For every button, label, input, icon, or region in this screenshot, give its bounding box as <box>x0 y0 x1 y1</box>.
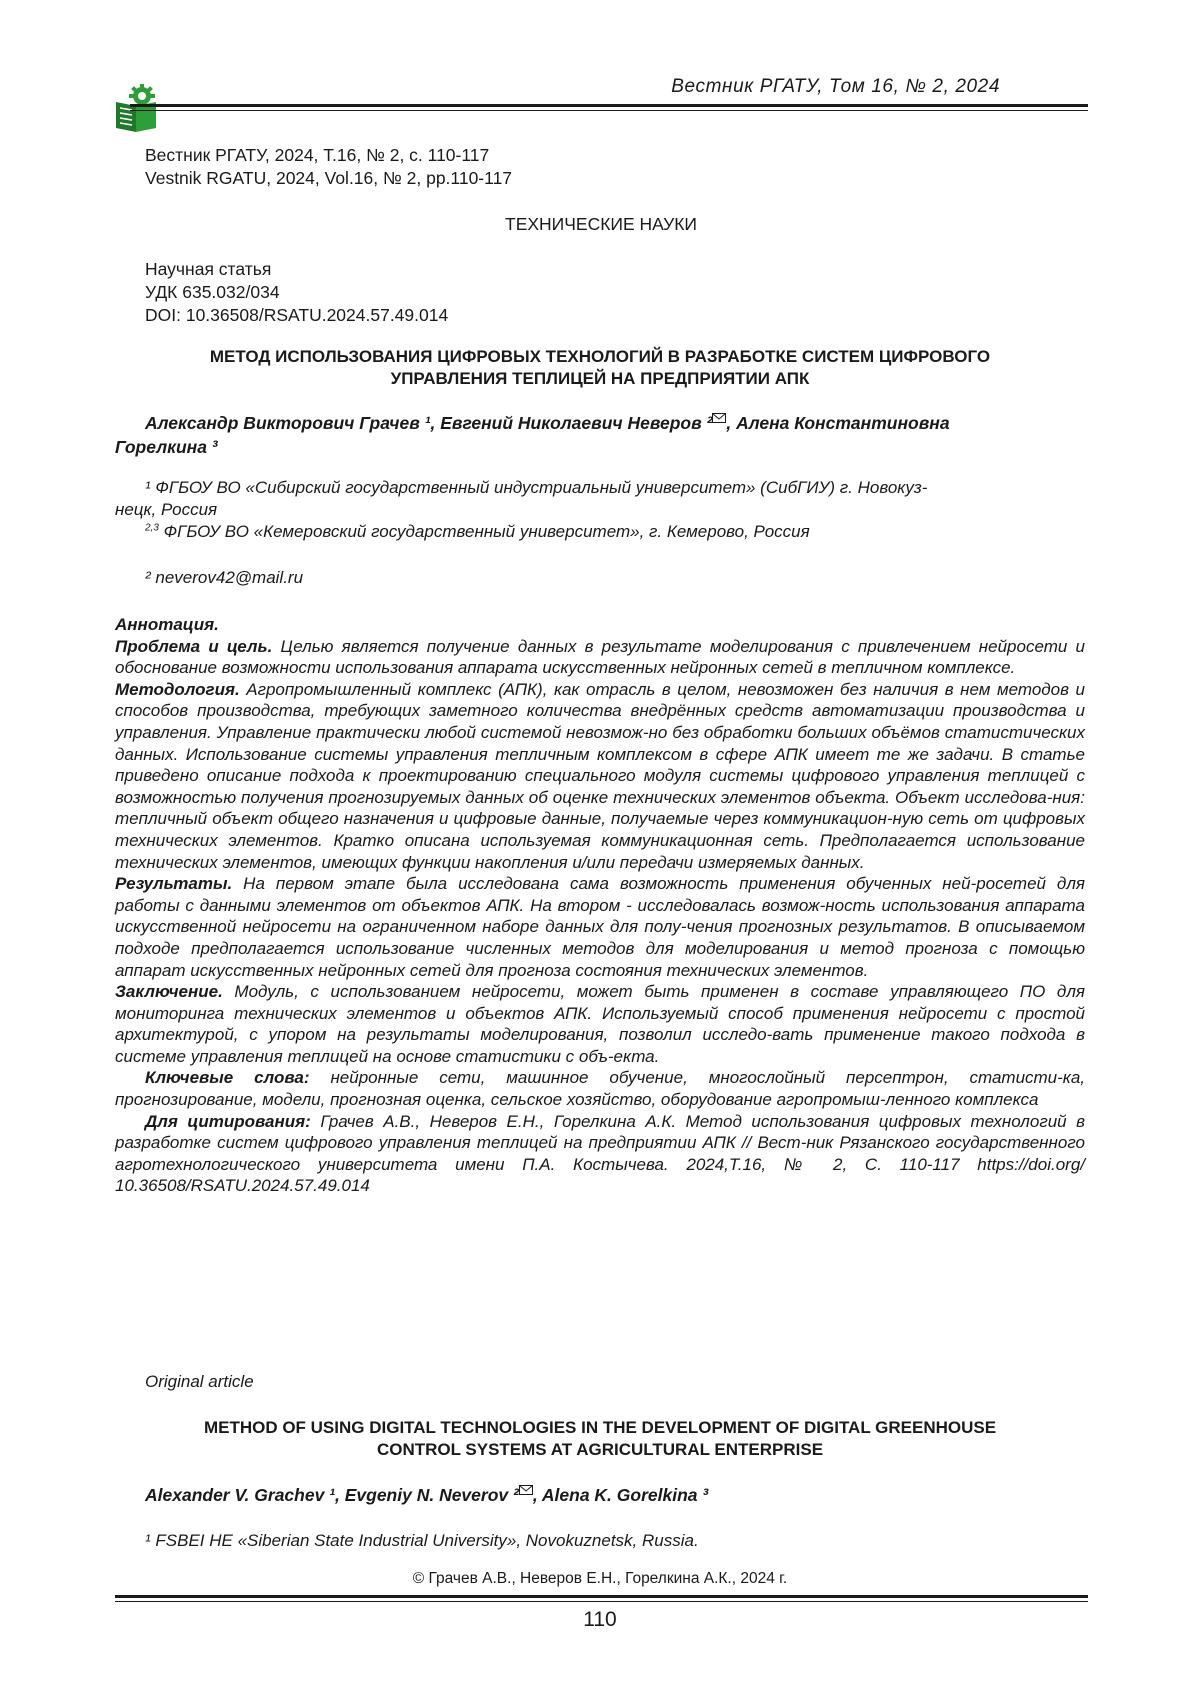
authors-ru-line2: Горелкина ³ <box>115 437 218 457</box>
affiliation-1: ¹ ФГБОУ ВО «Сибирский государственный индустриальный университет» (СибГИУ) г. Новокуз- <box>145 478 928 497</box>
results-text: На первом этапе была исследована сама возможность применения обученных ней-росетей для работы с данными элементов от объектов АПК. На втором - исследовалась возмож-ность использования аппарата искусственной нейросети на ограниченном наборе данных для полу-чения прогнозных результатов. В описываемом подходе предполагается использование численных методов для моделирования и метод прогноза с помощью аппарат искусственных нейронных сетей для прогноза состояния технических элементов. <box>115 874 1085 980</box>
copyright: © Грачев А.В., Неверов Е.Н., Горелкина А.К., 2024 г. <box>412 1570 788 1587</box>
footer-rule-thin <box>115 1601 1088 1602</box>
abstract-heading: Аннотация. <box>115 615 219 634</box>
section-heading: ТЕХНИЧЕСКИЕ НАУКИ <box>505 214 697 234</box>
article-title-ru <box>120 346 1080 390</box>
title-ru-line2: УПРАВЛЕНИЯ ТЕПЛИЦЕЙ НА ПРЕДПРИЯТИИ АПК <box>390 369 810 388</box>
abstract-ru <box>115 614 1085 1197</box>
problem-label: Проблема и цель. <box>115 636 273 656</box>
page-number: 110 <box>583 1608 617 1631</box>
affiliation-2-text: ФГБОУ ВО «Кемеровский государственный университет», г. Кемерово, Россия <box>158 522 810 541</box>
journal-logo <box>112 84 160 134</box>
header-rule-thick <box>130 104 1088 107</box>
method-label: Методология. <box>115 679 240 699</box>
title-en-line2: CONTROL SYSTEMS AT AGRICULTURAL ENTERPRISE <box>376 1440 824 1459</box>
footer-rule-thick <box>115 1595 1088 1598</box>
authors-ru <box>115 411 1085 459</box>
affiliations-ru <box>115 477 1085 543</box>
authors-ru-line1: Александр Викторович Грачев ¹, Евгений Николаевич Неверов ² <box>145 413 713 433</box>
authors-en-part1: Alexander V. Grachev ¹, Evgeniy N. Neverov ² <box>145 1485 519 1505</box>
article-type-en: Original article <box>145 1372 254 1391</box>
affiliation-2 <box>115 521 1085 543</box>
problem-text: Целью является получение данных в результате моделирования с привлечением нейросети и обоснование возможности использования аппарата искусственных нейронных сетей в тепличном комплексе. <box>115 636 1085 678</box>
affiliation-2-sup: 2,3 <box>145 522 159 534</box>
doi: DOI: 10.36508/RSATU.2024.57.49.014 <box>145 305 449 325</box>
keywords-label: Ключевые слова: <box>145 1068 310 1088</box>
authors-en-part2: , Alena K. Gorelkina ³ <box>532 1485 709 1505</box>
journal-running-title: Вестник РГАТУ, Том 16, № 2, 2024 <box>671 76 1000 97</box>
article-title-en <box>120 1417 1080 1461</box>
article-type: Научная статья <box>145 259 272 279</box>
udk: УДК 635.032/034 <box>145 282 280 302</box>
results-label: Результаты. <box>115 874 233 894</box>
header-rule-thin <box>130 110 1088 111</box>
authors-ru-line1-tail: , Алена Константиновна <box>726 413 950 433</box>
affiliation-en-1: ¹ FSBEI HE «Siberian State Industrial University», Novokuznetsk, Russia. <box>145 1531 699 1550</box>
keywords-text: нейронные сети, машинное обучение, многослойный персептрон, статисти-ка, прогнозирование, модели, прогнозная оценка, сельское хозяйство, оборудование агропромыш-ленного комплекса <box>115 1068 1085 1110</box>
cite-text: Грачев А.В., Неверов Е.Н., Горелкина А.К. Метод использования цифровых технологий в разработке систем цифрового управления теплицей на предприятии АПК // Вест-ник Рязанского государственного агротехнологического университета имени П.А. Костычева. 2024,Т.16, № 2, С. 110-117 https://doi.org/ 10.36508/RSATU.2024.57.49.014 <box>115 1111 1085 1196</box>
citation-ru: Вестник РГАТУ, 2024, Т.16, № 2, с. 110-117 <box>145 145 490 165</box>
authors-en <box>115 1483 1115 1507</box>
affiliation-1-cont: нецк, Россия <box>115 500 218 519</box>
method-text: Агропромышленный комплекс (АПК), как отрасль в целом, невозможен без наличия в нем методов и способов производства, требующих заметного количества внедрённых средств автоматизации производства и управления. Управление практически любой системой невозмож-но без обработки больших объёмов статистических данных. Использование системы управления тепличным комплексом в сфере АПК имеет те же задачи. В статье приведено описание подхода к проектированию специального модуля системы цифрового управления теплицей с возможностью получения прогнозируемых данных об оценке технических элементов объекта. Объект исследова-ния: тепличный объект общего назначения и цифровые данные, получаемые через коммуникацион-ную сеть от цифровых технических элементов. Кратко описана используемая коммуникационная сеть. Предполагается использование технических элементов, имеющих функции накопления и/или передачи измеряемых данных. <box>115 679 1085 872</box>
cite-label: Для цитирования: <box>145 1111 311 1131</box>
conclusion-label: Заключение. <box>115 982 223 1002</box>
corresponding-email: ² neverov42@mail.ru <box>145 568 304 587</box>
title-en-line1: METHOD OF USING DIGITAL TECHNOLOGIES IN THE DEVELOPMENT OF DIGITAL GREENHOUSE <box>203 1418 997 1437</box>
title-ru-line1: МЕТОД ИСПОЛЬЗОВАНИЯ ЦИФРОВЫХ ТЕХНОЛОГИЙ В РАЗРАБОТКЕ СИСТЕМ ЦИФРОВОГО <box>209 347 991 366</box>
envelope-icon <box>712 413 726 423</box>
conclusion-text: Модуль, с использованием нейросети, может быть применен в составе управляющего ПО для мониторинга технических элементов и объектов АПК. Используемый способ применения нейросети с простой архитектурой, с упором на результаты моделирования, позволил исследо-вать применение такого подхода в системе управления теплицей на основе статистики с объ-екта. <box>115 982 1085 1066</box>
gear-book-icon <box>112 84 160 134</box>
citation-en: Vestnik RGATU, 2024, Vol.16, № 2, pp.110-117 <box>145 168 513 188</box>
envelope-icon <box>519 1485 533 1495</box>
